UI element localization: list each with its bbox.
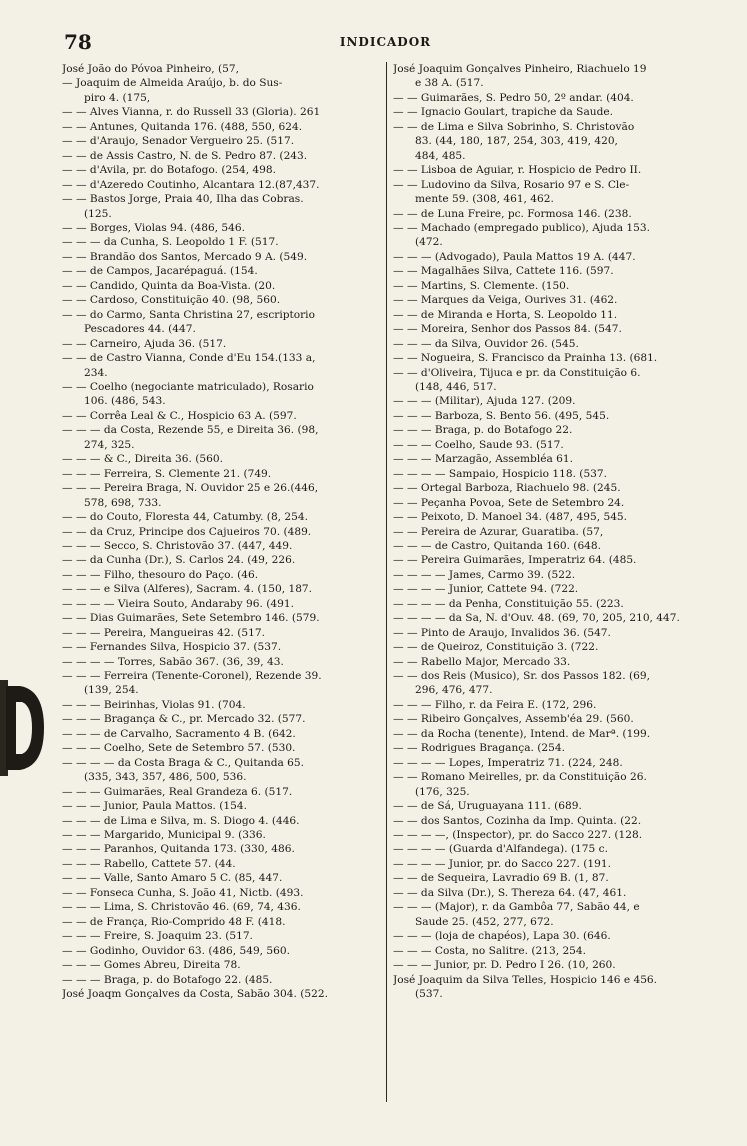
directory-entry-line: — — de Queiroz, Constituição 3. (722.: [393, 641, 599, 654]
directory-entry-line: — — — Rabello, Cattete 57. (44.: [62, 857, 236, 870]
directory-entry-line: — — Lisboa de Aguiar, r. Hospicio de Pedro II.: [393, 164, 642, 177]
directory-entry-line: — — Bastos Jorge, Praia 40, Ilha das Cobras.: [62, 193, 304, 206]
directory-entry-line: — — — da Cunha, S. Leopoldo 1 F. (517.: [62, 236, 279, 249]
directory-entry-line: piro 4. (175,: [84, 91, 151, 104]
column-divider: [386, 62, 387, 1102]
directory-entry-line: — — — Junior, Paula Mattos. (154.: [62, 800, 247, 813]
right-column: [393, 62, 713, 1001]
directory-entry-line: — — d'Oliveira, Tijuca e pr. da Constituição 6.: [393, 366, 641, 379]
directory-entry-line: José Joaquim da Silva Telles, Hospicio 146 e 456.: [393, 973, 658, 986]
page-header: [64, 30, 707, 52]
directory-entry-line: — — de Campos, Jacarépaguá. (154.: [62, 265, 258, 278]
directory-entry-line: — — d'Araujo, Senador Vergueiro 25. (517.: [62, 135, 295, 148]
directory-entry-line: — — Candido, Quinta da Boa-Vista. (20.: [62, 279, 276, 292]
directory-entry-line: — — de Miranda e Horta, S. Leopoldo 11.: [393, 308, 618, 321]
directory-entry-line: — — — Braga, p. do Botafogo 22.: [393, 424, 573, 437]
directory-entry-line: — — Machado (empregado publico), Ajuda 153.: [393, 221, 651, 234]
directory-entry-line: — — Nogueira, S. Francisco da Prainha 13. (681.: [393, 352, 658, 365]
directory-entry-line: — — Rabello Major, Mercado 33.: [393, 655, 571, 668]
directory-entry-line: Pescadores 44. (447.: [84, 323, 196, 336]
directory-entry-line: — — — & C., Direita 36. (560.: [62, 453, 223, 466]
directory-entry-line: (125.: [84, 207, 112, 220]
directory-entry-line: — — — Bragança & C., pr. Mercado 32. (577.: [62, 713, 306, 726]
directory-entry-line: — Joaquim de Almeida Araújo, b. do Sus-: [62, 77, 283, 90]
directory-entry-line: (537.: [415, 988, 443, 1000]
directory-entry-line: — — Ludovino da Silva, Rosario 97 e S. Cle-: [393, 178, 630, 191]
directory-entry-line: — — Guimarães, S. Pedro 50, 2º andar. (404.: [393, 91, 634, 104]
directory-entry-line: — — — (Major), r. da Gambôa 77, Sabão 44, e: [393, 901, 640, 914]
directory-entry-line: — — — Lima, S. Christovão 46. (69, 74, 436.: [62, 901, 301, 914]
directory-entry-line: — — — da Costa, Rezende 55, e Direita 36. (98,: [62, 424, 319, 437]
directory-entry-line: — — Peçanha Povoa, Sete de Setembro 24.: [393, 496, 625, 509]
directory-entry-line: — — — Junior, pr. D. Pedro I 26. (10, 260.: [393, 959, 616, 972]
directory-entry-line: — — — — (Guarda d'Alfandega). (175 c.: [393, 843, 608, 856]
directory-entry-line: — — — de Castro, Quitanda 160. (648.: [393, 539, 602, 552]
directory-entry-line: 234.: [84, 366, 108, 379]
directory-entry-line: — — Corrêa Leal & C., Hospicio 63 A. (597.: [62, 409, 297, 422]
directory-entry-line: — — — — da Costa Braga & C., Quitanda 65.: [62, 756, 305, 769]
directory-entry-line: — — Pereira de Azurar, Guaratiba. (57,: [393, 525, 604, 538]
directory-entry-line: 106. (486, 543.: [84, 395, 166, 408]
thumb-index-d-icon: [0, 680, 48, 776]
directory-entry-line: — — — Ferreira, S. Clemente 21. (749.: [62, 467, 272, 480]
directory-entry-line: — — Brandão dos Santos, Mercado 9 A. (549.: [62, 250, 308, 263]
directory-entry-line: — — Martins, S. Clemente. (150.: [393, 279, 570, 292]
directory-entry-line: 484, 485.: [415, 149, 466, 162]
directory-entry-line: (139, 254.: [84, 684, 139, 697]
directory-entry-line: — — Ribeiro Gonçalves, Assemb'éa 29. (560.: [393, 713, 634, 726]
directory-entry-line: — — Coelho (negociante matriculado), Rosario: [62, 380, 314, 393]
directory-entry-line: — — — — da Sa, N. d'Ouv. 48. (69, 70, 205, 210, 447.: [393, 612, 680, 625]
directory-entry-line: — — — Costa, no Salitre. (213, 254.: [393, 944, 587, 957]
directory-entry-line: — — — (Militar), Ajuda 127. (209.: [393, 395, 576, 408]
directory-entry-line: — — — e Silva (Alferes), Sacram. 4. (150, 187.: [62, 583, 313, 596]
directory-entry-line: 296, 476, 477.: [415, 684, 493, 697]
directory-entry-line: — — — Freire, S. Joaquim 23. (517.: [62, 930, 253, 943]
directory-entry-line: — — — de Lima e Silva, m. S. Diogo 4. (446.: [62, 814, 300, 827]
directory-entry-line: — — — Paranhos, Quitanda 173. (330, 486.: [62, 843, 295, 856]
directory-entry-line: — — — Ferreira (Tenente-Coronel), Rezende 39.: [62, 670, 322, 683]
directory-entry-line: — — Ortegal Barboza, Riachuelo 98. (245.: [393, 482, 621, 495]
directory-entry-line: — — da Cunha (Dr.), S. Carlos 24. (49, 226.: [62, 554, 296, 567]
directory-entry-line: — — — (Advogado), Paula Mattos 19 A. (447.: [393, 250, 636, 263]
directory-entry-line: — — Pereira Guimarães, Imperatriz 64. (485.: [393, 554, 637, 567]
directory-entry-line: — — da Rocha (tenente), Intend. de Marª. (199.: [393, 727, 651, 740]
directory-entry-line: — — de Assis Castro, N. de S. Pedro 87. (243.: [62, 149, 308, 162]
directory-entry-line: e 38 A. (517.: [415, 77, 484, 90]
directory-entry-line: — — da Cruz, Principe dos Cajueiros 70. (489.: [62, 525, 312, 538]
directory-entry-line: 274, 325.: [84, 438, 135, 451]
directory-entry-line: (335, 343, 357, 486, 500, 536.: [84, 771, 247, 784]
directory-entry-line: — — — — Junior, pr. do Sacco 227. (191.: [393, 857, 611, 870]
directory-entry-line: — — d'Avila, pr. do Botafogo. (254, 498.: [62, 164, 277, 177]
directory-entry-line: — — Marques da Veiga, Ourives 31. (462.: [393, 294, 618, 307]
directory-entry-line: — — da Silva (Dr.), S. Thereza 64. (47, 461.: [393, 886, 627, 899]
directory-entry-line: — — dos Reis (Musico), Sr. dos Passos 182. (69,: [393, 670, 650, 683]
directory-entry-line: — — de França, Rio-Comprido 48 F. (418.: [62, 915, 286, 928]
directory-entry-line: — — do Carmo, Santa Christina 27, escriptorio: [62, 308, 315, 321]
directory-entry-line: (472.: [415, 236, 443, 249]
directory-entry-line: — — de Castro Vianna, Conde d'Eu 154.(133 a,: [62, 352, 316, 365]
directory-entry-line: — — dos Santos, Cozinha da Imp. Quinta. (22.: [393, 814, 642, 827]
directory-entry-line: — — — — Torres, Sabão 367. (36, 39, 43.: [62, 655, 284, 668]
directory-entry-line: — — Alves Vianna, r. do Russell 33 (Gloria). 261: [62, 106, 321, 119]
directory-entry-line: — — — — Lopes, Imperatriz 71. (224, 248.: [393, 756, 623, 769]
directory-entry-line: — — — Barboza, S. Bento 56. (495, 545.: [393, 409, 610, 422]
directory-entry-line: — — — Marzagão, Assembléa 61.: [393, 453, 574, 466]
directory-entry-line: — — Fernandes Silva, Hospicio 37. (537.: [62, 641, 282, 654]
directory-entry-line: — — Magalhães Silva, Cattete 116. (597.: [393, 265, 614, 278]
directory-entry-line: — — Cardoso, Constituição 40. (98, 560.: [62, 294, 281, 307]
directory-entry-line: — — — — Sampaio, Hospicio 118. (537.: [393, 467, 608, 480]
directory-entry-line: José Joaqm Gonçalves da Costa, Sabão 304. (522.: [62, 988, 328, 1000]
directory-entry-line: — — — Coelho, Sete de Setembro 57. (530.: [62, 742, 296, 755]
directory-entry-line: José Joaquim Gonçalves Pinheiro, Riachuelo 19: [393, 63, 647, 75]
directory-entry-line: — — — Braga, p. do Botafogo 22. (485.: [62, 973, 273, 986]
directory-entry-line: — — Godinho, Ouvidor 63. (486, 549, 560.: [62, 944, 291, 957]
directory-entry-line: — — Dias Guimarães, Sete Setembro 146. (579.: [62, 612, 320, 625]
directory-entry-line: José João do Póvoa Pinheiro, (57,: [62, 63, 240, 75]
directory-entry-line: — — — Secco, S. Christovão 37. (447, 449.: [62, 539, 293, 552]
directory-entry-line: Saude 25. (452, 277, 672.: [415, 915, 554, 928]
directory-entry-line: — — do Couto, Floresta 44, Catumby. (8, 254.: [62, 511, 309, 524]
directory-entry-line: — — — (loja de chapéos), Lapa 30. (646.: [393, 930, 611, 943]
directory-entry-line: — — Romano Meirelles, pr. da Constituição 26.: [393, 771, 647, 784]
directory-entry-line: — — de Sequeira, Lavradio 69 B. (1, 87.: [393, 872, 609, 885]
directory-entry-line: — — — da Silva, Ouvidor 26. (545.: [393, 337, 579, 350]
directory-entry-line: — — — de Carvalho, Sacramento 4 B. (642.: [62, 727, 296, 740]
directory-entry-line: — — Ignacio Goulart, trapiche da Saude.: [393, 106, 613, 119]
directory-entry-line: — — — —, (Inspector), pr. do Sacco 227. (128.: [393, 829, 643, 842]
directory-entry-line: — — — Valle, Santo Amaro 5 C. (85, 447.: [62, 872, 283, 885]
directory-entry-line: — — — — James, Carmo 39. (522.: [393, 568, 576, 581]
directory-entry-line: — — Borges, Violas 94. (486, 546.: [62, 221, 246, 234]
directory-entry-line: — — — Gomes Abreu, Direita 78.: [62, 959, 241, 972]
directory-entry-line: — — — Pereira Braga, N. Ouvidor 25 e 26.(446,: [62, 482, 319, 495]
directory-entry-line: — — — Margarido, Municipal 9. (336.: [62, 829, 266, 842]
directory-entry-line: — — de Lima e Silva Sobrinho, S. Christovão: [393, 120, 635, 133]
directory-entry-line: — — Carneiro, Ajuda 36. (517.: [62, 337, 227, 350]
directory-entry-line: — — — — da Penha, Constituição 55. (223.: [393, 597, 624, 610]
page-title: INDICADOR: [339, 35, 432, 49]
directory-entry-line: — — de Luna Freire, pc. Formosa 146. (238.: [393, 207, 632, 220]
page-number: 78: [64, 30, 92, 54]
directory-entry-line: — — — Guimarães, Real Grandeza 6. (517.: [62, 785, 293, 798]
directory-entry-line: — — Moreira, Senhor dos Passos 84. (547.: [393, 323, 622, 336]
directory-entry-line: — — — Coelho, Saude 93. (517.: [393, 438, 564, 451]
directory-entry-line: — — — Filho, r. da Feira E. (172, 296.: [393, 698, 597, 711]
directory-entry-line: — — Rodrigues Bragança. (254.: [393, 742, 565, 755]
directory-entry-line: 578, 698, 733.: [84, 496, 162, 509]
left-column: [62, 62, 384, 1001]
directory-entry-line: — — Pinto de Araujo, Invalidos 36. (547.: [393, 626, 611, 639]
directory-entry-line: — — Antunes, Quitanda 176. (488, 550, 624.: [62, 120, 303, 133]
directory-entry-line: — — Peixoto, D. Manoel 34. (487, 495, 545.: [393, 511, 628, 524]
directory-entry-line: — — — — Vieira Souto, Andaraby 96. (491.: [62, 597, 294, 610]
directory-entry-line: — — — — Junior, Cattete 94. (722.: [393, 583, 579, 596]
directory-entry-line: — — Fonseca Cunha, S. João 41, Nictb. (493.: [62, 886, 304, 899]
directory-entry-line: — — — Filho, thesouro do Paço. (46.: [62, 568, 259, 581]
directory-entry-line: — — d'Azeredo Coutinho, Alcantara 12.(87,437.: [62, 178, 320, 191]
directory-entry-line: — — de Sá, Uruguayana 111. (689.: [393, 800, 582, 813]
directory-entry-line: (148, 446, 517.: [415, 380, 497, 393]
directory-entry-line: (176, 325.: [415, 785, 470, 798]
directory-entry-line: — — — Beirinhas, Violas 91. (704.: [62, 698, 246, 711]
directory-entry-line: — — — Pereira, Mangueiras 42. (517.: [62, 626, 266, 639]
directory-entry-line: 83. (44, 180, 187, 254, 303, 419, 420,: [415, 135, 618, 148]
directory-entry-line: mente 59. (308, 461, 462.: [415, 193, 554, 206]
